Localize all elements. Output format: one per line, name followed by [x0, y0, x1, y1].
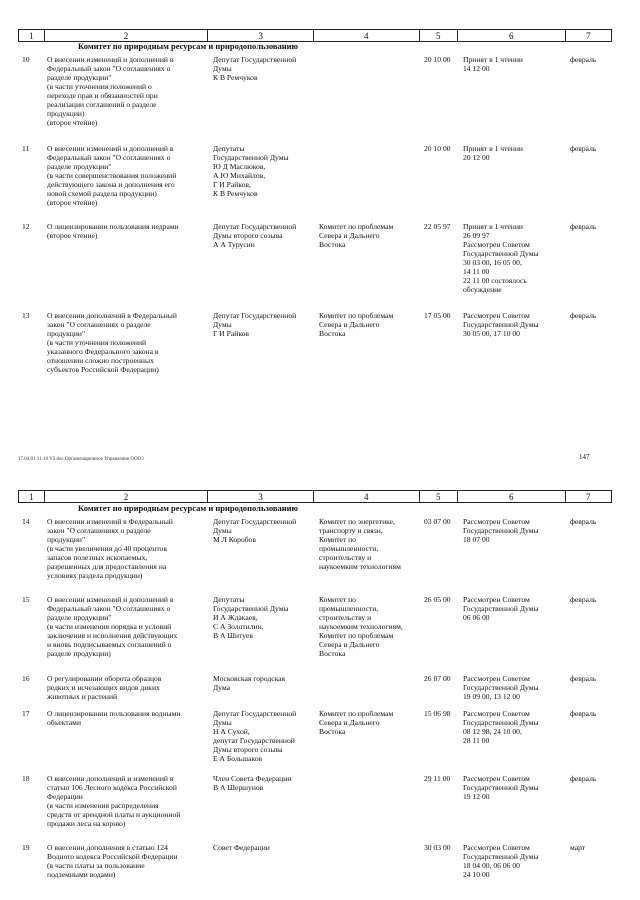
bill-title: О внесении дополнения в статью 124 Водного кодекса Российской Федерации (в части платы за пользование подземными водами) [47, 843, 178, 879]
column-number-4: 4 [313, 491, 419, 503]
planned-month: февраль [570, 709, 597, 718]
submission-date: 15 06 98 [424, 709, 451, 718]
bill-author: Член Совета Федерации В А Шершунов [213, 774, 292, 792]
row-number: 13 [22, 311, 30, 320]
bill-author: Депутаты Государственной Думы И А Ждакаев, С А Золотилин, В А Шитуев [213, 595, 289, 640]
submission-date: 22 05 97 [424, 222, 451, 231]
row-number: 19 [22, 843, 30, 852]
row-number: 15 [22, 595, 30, 604]
column-number-1: 1 [19, 491, 45, 503]
bill-title: О лицензировании пользования недрами (второе чтение) [47, 222, 179, 240]
bill-title: О внесении изменений и дополнений в Федеральный закон "О соглашениях о разделе продукции" (в части изменения порядка и условий заключения и исполнения действующих и вновь подписываемых соглашений о разделе продукции) [47, 595, 178, 658]
bill-status: Рассмотрен Советом Государственной Думы 30 05 00, 17 10 00 [463, 311, 539, 338]
row-number: 17 [22, 709, 30, 718]
column-number-4: 4 [313, 30, 419, 42]
bill-status: Принят в 1 чтении 26 09 97 Рассмотрен Советом Государственной Думы 30 03 00, 16 05 00, 14 11 00 22 11 00 состоялось обсуждение [463, 222, 539, 294]
page-footer: 17.04.01 11:10 V2.doc Организационное Управление ООО3 [18, 457, 144, 462]
submission-date: 30 03 00 [424, 843, 451, 852]
planned-month: февраль [570, 774, 597, 783]
row-number: 10 [22, 55, 30, 64]
bill-author: Депутат Государственной Думы Г И Райков [213, 311, 297, 338]
column-number-5: 5 [419, 30, 458, 42]
submission-date: 20 10 00 [424, 144, 451, 153]
bill-author: Совет Федерации [213, 843, 270, 852]
bill-status: Принят в 1 чтении 14 12 00 [463, 55, 523, 73]
submission-date: 29 11 00 [424, 774, 451, 783]
row-number: 18 [22, 774, 30, 783]
submission-date: 20 10 00 [424, 55, 451, 64]
column-number-2: 2 [44, 30, 208, 42]
document-page-2 [0, 478, 640, 900]
page-number: 147 [579, 453, 590, 461]
column-number-3: 3 [208, 30, 314, 42]
planned-month: февраль [570, 311, 597, 320]
column-number-2: 2 [44, 491, 208, 503]
column-number-7: 7 [565, 30, 611, 42]
bill-status: Рассмотрен Советом Государственной Думы 19 12 00 [463, 774, 539, 801]
committee-heading: Комитет по природным ресурсам и природопользованию [78, 41, 298, 51]
submission-date: 17 05 00 [424, 311, 451, 320]
planned-month: февраль [570, 55, 597, 64]
bill-title: О регулировании оборота образцов редких и исчезающих видов диких животных и растений [47, 674, 162, 701]
column-number-header [18, 490, 612, 503]
submission-date: 26 07 00 [424, 674, 451, 683]
planned-month: февраль [570, 222, 597, 231]
bill-title: О внесении дополнений в Федеральный закон "О соглашениях о разделе продукции" (в части уточнения положений указанного Федерального закона в отношении сложно построенных субъектов Российской Федерации) [47, 311, 177, 374]
planned-month: февраль [570, 144, 597, 153]
row-number: 14 [22, 517, 30, 526]
planned-month: февраль [570, 674, 597, 683]
row-number: 16 [22, 674, 30, 683]
co-executor-committee: Комитет по проблемам Севера и Дальнего Востока [319, 709, 394, 736]
bill-author: Депутаты Государственной Думы Ю Д Маслюков, А Ю Михайлов, Г И Райков, К В Ремчуков [213, 144, 289, 198]
submission-date: 03 07 00 [424, 517, 451, 526]
planned-month: февраль [570, 595, 597, 604]
bill-status: Принят в 1 чтении 20 12 00 [463, 144, 523, 162]
bill-title: О внесении дополнений и изменений в статью 106 Лесного кодекса Российской Федерации (в части изменения распределения средств от арендной платы и аукционной продажи леса на корню) [47, 774, 181, 828]
bill-title: О внесении изменений в Федеральный закон "О соглашениях о разделе продукции" (в части увеличения до 40 процентов запасов полезных ископаемых, разрешенных для предоставления на условиях раздела продукции) [47, 517, 173, 580]
column-number-6: 6 [458, 30, 566, 42]
column-number-7: 7 [565, 491, 611, 503]
column-number-3: 3 [208, 491, 314, 503]
row-number: 12 [22, 222, 30, 231]
bill-title: О лицензировании пользования водными объектами [47, 709, 181, 727]
bill-title: О внесении изменений и дополнений в Федеральный закон "О соглашениях о разделе продукции" (в части уточнения положений о переходе прав и обязанностей при реализации соглашений о разделе продукции) (второе чтение) [47, 55, 174, 127]
bill-author: Депутат Государственной Думы второго созыва А А Турусин [213, 222, 297, 249]
bill-title: О внесении изменений и дополнений в Федеральный закон "О соглашениях о разделе продукции" (в части совершенствования положений действующего закона и дополнения его новой схемой раздела продукции) (второе чтение) [47, 144, 177, 207]
co-executor-committee: Комитет по проблемам Севера и Дальнего Востока [319, 311, 394, 338]
row-number: 11 [22, 144, 30, 153]
co-executor-committee: Комитет по промышленности, строительству и наукоемким технологиям, Комитет по проблемам Севера и Дальнего Востока [319, 595, 403, 658]
bill-status: Рассмотрен Советом Государственной Думы 19 09 00, 13 12 00 [463, 674, 539, 701]
bill-status: Рассмотрен Советом Государственной Думы 18 07 00 [463, 517, 539, 544]
submission-date: 26 05 00 [424, 595, 451, 604]
column-number-6: 6 [458, 491, 566, 503]
bill-author: Депутат Государственной Думы Н А Сухой, депутат Государственной Думы второго созыва Е А Большаков [213, 709, 297, 763]
co-executor-committee: Комитет по проблемам Севера и Дальнего Востока [319, 222, 394, 249]
bill-status: Рассмотрен Советом Государственной Думы 18 04 00, 06 06 00 24 10 00 [463, 843, 539, 879]
co-executor-committee: Комитет по энергетике, транспорту и связи, Комитет по промышленности, строительству и наукоемким технологиям [319, 517, 401, 571]
planned-month: февраль [570, 517, 597, 526]
column-number-1: 1 [19, 30, 45, 42]
bill-author: Московская городская Дума [213, 674, 286, 692]
committee-heading: Комитет по природным ресурсам и природопользованию [78, 503, 298, 513]
bill-author: Депутат Государственной Думы М Л Коробов [213, 517, 297, 544]
bill-status: Рассмотрен Советом Государственной Думы 06 06 00 [463, 595, 539, 622]
bill-status: Рассмотрен Советом Государственной Думы 08 12 98, 24 10 00, 28 11 00 [463, 709, 539, 745]
planned-month: март [570, 843, 586, 852]
column-number-5: 5 [419, 491, 458, 503]
bill-author: Депутат Государственной Думы К В Ремчуков [213, 55, 297, 82]
